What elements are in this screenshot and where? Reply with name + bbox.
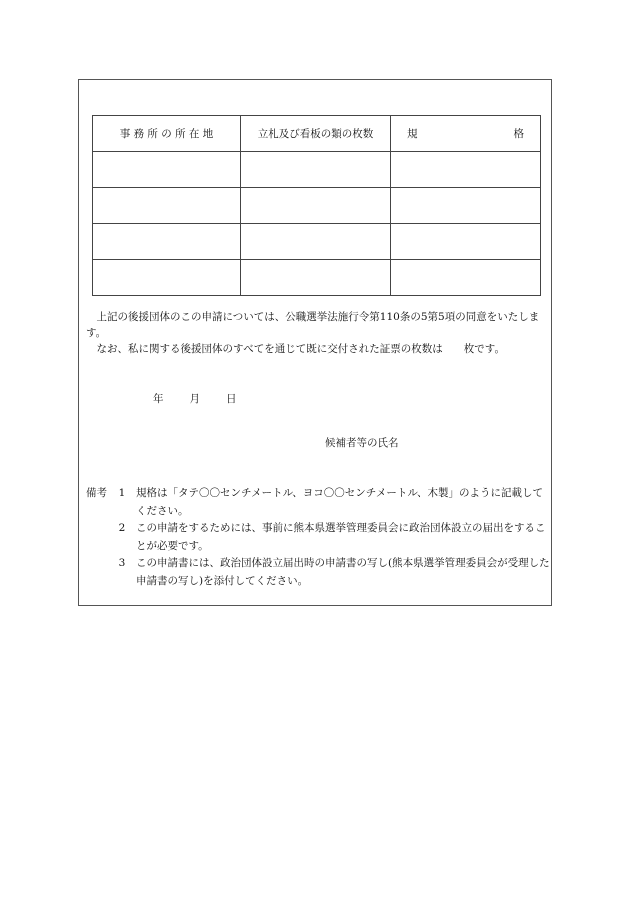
table-row: [93, 188, 541, 224]
table-header-row: [93, 116, 541, 152]
header-spec-part2: 格: [513, 128, 524, 140]
note-text: 規格は「タテ〇〇センチメートル、ヨコ〇〇センチメートル、木製」のように記載してください。: [136, 487, 543, 517]
candidate-name-label: 候補者等の氏名: [325, 437, 399, 449]
office-sign-table: [92, 115, 541, 296]
cell-sign-count[interactable]: [241, 152, 391, 188]
date-year-label: 年: [153, 393, 164, 405]
header-specification: [391, 116, 541, 152]
form-frame: [78, 79, 552, 606]
note-text: この申請をするためには、事前に熊本県選挙管理委員会に政治団体設立の届出をすることが必要です。: [136, 522, 546, 552]
header-office-location: 事 務 所 の 所 在 地: [93, 116, 241, 152]
notes-section: [86, 485, 552, 590]
table-row: [93, 260, 541, 296]
cell-office-location[interactable]: [93, 152, 241, 188]
cell-sign-count[interactable]: [241, 224, 391, 260]
cell-sign-count[interactable]: [241, 188, 391, 224]
note-item: [86, 485, 552, 520]
note-number: 1: [118, 487, 126, 499]
cell-sign-count[interactable]: [241, 260, 391, 296]
cell-office-location[interactable]: [93, 224, 241, 260]
consent-statement: 上記の後援団体のこの申請については、公職選挙法施行令第110条の5第5項の同意をいたします。: [86, 311, 540, 339]
cell-office-location[interactable]: [93, 188, 241, 224]
cell-specification[interactable]: [391, 260, 541, 296]
note-item: [86, 520, 552, 555]
issued-count-statement: なお、私に関する後援団体のすべてを通じて既に交付された証票の枚数は 枚です。: [86, 343, 505, 355]
header-spec-part1: 規: [407, 128, 418, 140]
date-line: [153, 391, 237, 406]
note-text: この申請書には、政治団体設立届出時の申請書の写し(熊本県選挙管理委員会が受理した申請書の写し)を添付してください。: [136, 557, 550, 587]
note-item: [86, 555, 552, 590]
cell-office-location[interactable]: [93, 260, 241, 296]
date-day-label: 日: [226, 393, 237, 405]
cell-specification[interactable]: [391, 152, 541, 188]
date-month-label: 月: [189, 393, 200, 405]
table-row: [93, 152, 541, 188]
note-number: 2: [118, 522, 126, 534]
header-sign-count: 立札及び看板の類の枚数: [241, 116, 391, 152]
notes-heading: 備考: [86, 487, 107, 499]
cell-specification[interactable]: [391, 188, 541, 224]
note-number: 3: [118, 557, 126, 569]
table-row: [93, 224, 541, 260]
cell-specification[interactable]: [391, 224, 541, 260]
